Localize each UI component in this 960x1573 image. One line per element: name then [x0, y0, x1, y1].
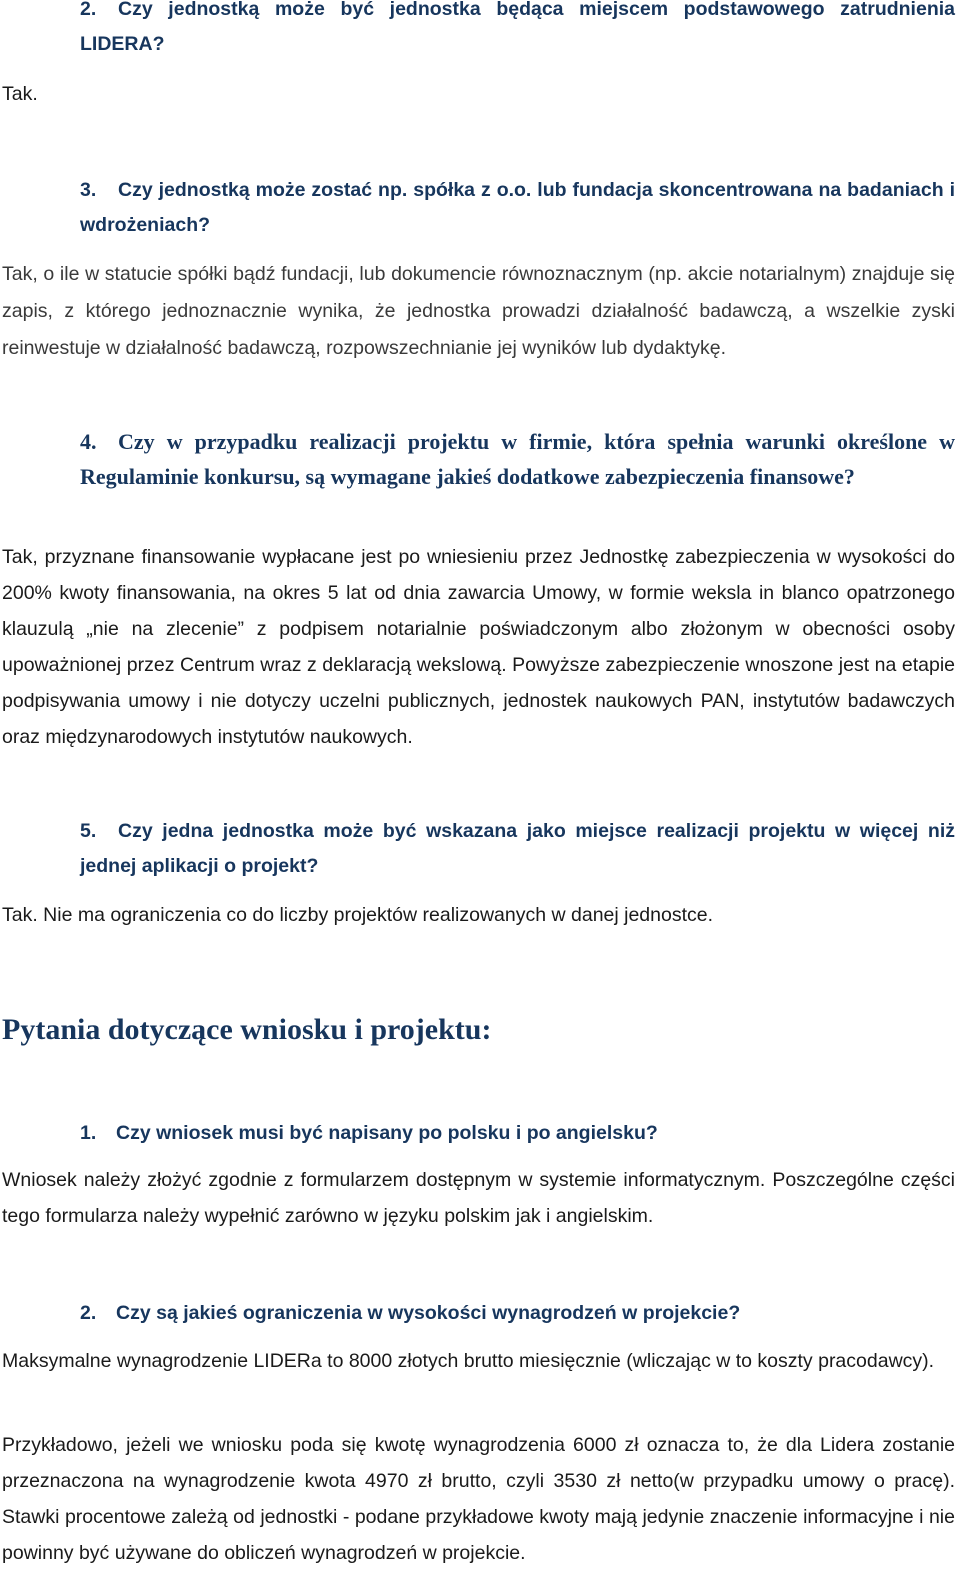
section-question-1-number: 1. [80, 1122, 97, 1144]
question-2-text: Czy jednostką może być jednostka będąca miejscem podstawowego zatrudnienia LIDERA? [80, 0, 955, 55]
section-answer-2-paragraph-2: Przykładowo, jeżeli we wniosku poda się kwotę wynagrodzenia 6000 zł oznacza to, że dla Lidera zostanie przeznaczona na wynagrodzenie kwota 4970 zł brutto, czyli 3530 zł netto(w przypadku umowy o pracę). Stawki procentowe zależą od jednostki - podane przykładowe kwoty mają jedynie znaczenie informacyjne i nie powinny być używane do obliczeń wynagrodzeń w projekcie. [2, 1434, 955, 1564]
section-answer-2-paragraph-1: Maksymalne wynagrodzenie LIDERa to 8000 złotych brutto miesięcznie (wliczając w to koszty pracodawcy). [2, 1350, 935, 1372]
question-5 [80, 814, 955, 884]
section-question-2-text: Czy są jakieś ograniczenia w wysokości wynagrodzeń w projekcie? [116, 1302, 741, 1324]
section-question-1 [80, 1116, 955, 1151]
section-answer-1: Wniosek należy złożyć zgodnie z formularzem dostępnym w systemie informatycznym. Poszczególne części tego formularza należy wypełnić zarówno w języku polskim jak i angielskim. [2, 1169, 955, 1227]
section-question-1-text: Czy wniosek musi być napisany po polsku i po angielsku? [116, 1122, 658, 1144]
question-2 [80, 0, 955, 62]
question-2-number: 2. [80, 0, 97, 20]
section-question-2 [80, 1296, 955, 1331]
question-5-text: Czy jedna jednostka może być wskazana jako miejsce realizacji projektu w więcej niż jednej aplikacji o projekt? [80, 820, 955, 877]
answer-4: Tak, przyznane finansowanie wypłacane jest po wniesieniu przez Jednostkę zabezpieczenia w wysokości do 200% kwoty finansowania, na okres 5 lat od dnia zawarcia Umowy, w formie weksla in blanco opatrzonego klauzulą „nie na zlecenie” z podpisem notarialnie poświadczonym albo złożonym w obecności osoby upoważnionej przez Centrum wraz z deklaracją wekslową. Powyższe zabezpieczenie wnoszone jest na etapie podpisywania umowy i nie dotyczy uczelni publicznych, jednostek naukowych PAN, instytutów badawczych oraz międzynarodowych instytutów naukowych. [2, 546, 955, 748]
question-3-number: 3. [80, 179, 97, 201]
question-4-number: 4. [80, 429, 97, 454]
answer-5: Tak. Nie ma ograniczenia co do liczby projektów realizowanych w danej jednostce. [2, 904, 714, 926]
question-3 [80, 173, 955, 243]
answer-2: Tak. [2, 83, 38, 105]
answer-3: Tak, o ile w statucie spółki bądź fundacji, lub dokumencie równoznacznym (np. akcie notarialnym) znajduje się zapis, z którego jednoznacznie wynika, że jednostka prowadzi działalność badawczą, a wszelkie zyski reinwestuje w działalność badawczą, rozpowszechnianie jej wyników lub dydaktykę. [2, 263, 955, 359]
section-question-2-number: 2. [80, 1302, 97, 1324]
question-4 [80, 424, 955, 494]
question-5-number: 5. [80, 820, 97, 842]
question-4-text: Czy w przypadku realizacji projektu w firmie, która spełnia warunki określone w Regulaminie konkursu, są wymagane jakieś dodatkowe zabezpieczenia finansowe? [80, 429, 955, 489]
question-3-text: Czy jednostką może zostać np. spółka z o.o. lub fundacja skoncentrowana na badaniach i wdrożeniach? [80, 179, 955, 236]
section-title: Pytania dotyczące wniosku i projektu: [2, 1013, 492, 1046]
